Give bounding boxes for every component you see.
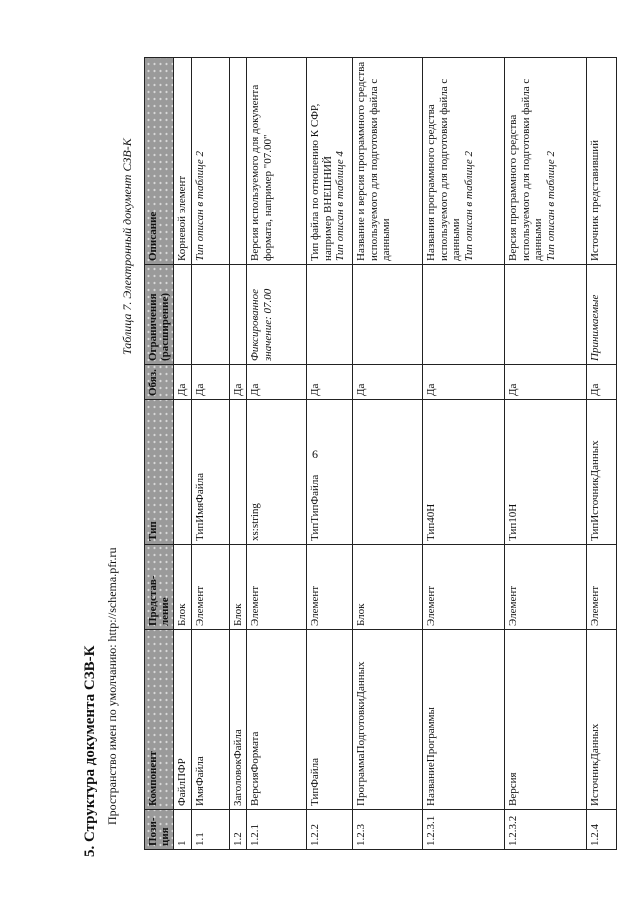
table-row — [229, 58, 247, 850]
description-text: Название и версия программного средства используемого для подготовки файла с данными — [355, 61, 392, 261]
table-caption: Таблица 7. Электронный документ СЗВ-К — [120, 138, 134, 355]
cell-component: ВерсияФормата — [247, 630, 307, 810]
cell-limits — [353, 265, 423, 365]
table-body — [174, 58, 617, 850]
cell-required: Да — [191, 365, 229, 400]
cell-component: ЗаголовокФайла — [229, 630, 247, 810]
cell-description — [423, 58, 505, 265]
table-row — [174, 58, 192, 850]
cell-representation: Блок — [174, 545, 192, 630]
cell-representation: Блок — [353, 545, 423, 630]
cell-component: ИмяФайла — [191, 630, 229, 810]
cell-limits — [229, 265, 247, 365]
cell-limits — [174, 265, 192, 365]
cell-component: ТипФайла — [307, 630, 353, 810]
cell-description — [247, 58, 307, 265]
description-type-note: Тип описан в таблице 2 — [462, 151, 475, 261]
cell-type: xs:string — [247, 400, 307, 545]
cell-description — [353, 58, 423, 265]
header-position: Пози-ция — [145, 810, 174, 850]
cell-type — [229, 400, 247, 545]
cell-representation: Элемент — [587, 545, 617, 630]
cell-position: 1.2.2 — [307, 810, 353, 850]
cell-component: ПрограммаПодготовкиДанных — [353, 630, 423, 810]
cell-description — [229, 58, 247, 265]
cell-required: Да — [587, 365, 617, 400]
description-type-note: Тип описан в таблице 2 — [544, 151, 557, 261]
table-row — [587, 58, 617, 850]
table-row — [353, 58, 423, 850]
cell-type: ТипИмяФайла — [191, 400, 229, 545]
section-heading: 5. Структура документа СЗВ-К — [82, 645, 98, 857]
cell-type — [353, 400, 423, 545]
cell-representation: Элемент — [505, 545, 587, 630]
cell-description — [505, 58, 587, 265]
description-text: Источник представивший — [589, 139, 601, 261]
cell-type: ТипТипФайла — [307, 400, 353, 545]
page-number: 6 — [312, 447, 318, 461]
namespace-line: Пространство имен по умолчанию: http://schema.pfr.ru — [105, 547, 119, 825]
table-row — [247, 58, 307, 850]
cell-type — [174, 400, 192, 545]
cell-component: ФайлПФР — [174, 630, 192, 810]
cell-representation: Блок — [229, 545, 247, 630]
cell-representation: Элемент — [247, 545, 307, 630]
cell-description — [174, 58, 192, 265]
cell-position: 1.2.3 — [353, 810, 423, 850]
cell-limits — [307, 265, 353, 365]
cell-position: 1.2.3.2 — [505, 810, 587, 850]
cell-representation: Элемент — [423, 545, 505, 630]
cell-description — [587, 58, 617, 265]
cell-description — [307, 58, 353, 265]
header-component: Компонент — [145, 630, 174, 810]
description-text: Версия программного средства используемого для подготовки файла с данными — [507, 78, 544, 261]
table-row — [423, 58, 505, 850]
cell-limits: Фиксированное значение: 07.00 — [247, 265, 307, 365]
cell-limits: Принимаемые — [587, 265, 617, 365]
cell-position: 1 — [174, 810, 192, 850]
document-structure-table — [144, 57, 617, 850]
cell-limits — [423, 265, 505, 365]
cell-component: НазваниеПрограммы — [423, 630, 505, 810]
cell-limits — [505, 265, 587, 365]
cell-position: 1.2 — [229, 810, 247, 850]
header-description: Описание — [145, 58, 174, 265]
cell-type: ТипИсточникДанных — [587, 400, 617, 545]
cell-type: Тип10Н — [505, 400, 587, 545]
description-type-note: Тип описан в таблице 2 — [193, 151, 206, 261]
header-type: Тип — [145, 400, 174, 545]
cell-required: Да — [174, 365, 192, 400]
cell-position: 1.1 — [191, 810, 229, 850]
cell-position: 1.2.4 — [587, 810, 617, 850]
description-type-note: Тип описан в таблице 4 — [334, 151, 346, 261]
cell-component: ИсточникДанных — [587, 630, 617, 810]
description-text: Названия программного средства используемого для подготовки файла с данными — [425, 78, 462, 261]
cell-representation: Элемент — [307, 545, 353, 630]
cell-required: Да — [229, 365, 247, 400]
header-representation: Представ-ление — [145, 545, 174, 630]
cell-required: Да — [423, 365, 505, 400]
description-text: Тип файла по отношению К СФР, например ВНЕШНИЙ — [309, 103, 334, 261]
table-row — [307, 58, 353, 850]
description-text: Версия используемого для документа формата, например "07.00" — [249, 84, 274, 261]
description-text: Корневой элемент — [176, 175, 188, 261]
header-required: Обяз. — [145, 365, 174, 400]
table-row — [505, 58, 587, 850]
cell-required: Да — [247, 365, 307, 400]
cell-type: Тип40Н — [423, 400, 505, 545]
cell-position: 1.2.3.1 — [423, 810, 505, 850]
cell-limits — [191, 265, 229, 365]
cell-description — [191, 58, 229, 265]
table-header-row — [145, 58, 174, 850]
cell-position: 1.2.1 — [247, 810, 307, 850]
cell-representation: Элемент — [191, 545, 229, 630]
header-limits: Ограничения (расширение) — [145, 265, 174, 365]
cell-required: Да — [505, 365, 587, 400]
cell-required: Да — [353, 365, 423, 400]
table-row — [191, 58, 229, 850]
cell-component: Версия — [505, 630, 587, 810]
cell-required: Да — [307, 365, 353, 400]
